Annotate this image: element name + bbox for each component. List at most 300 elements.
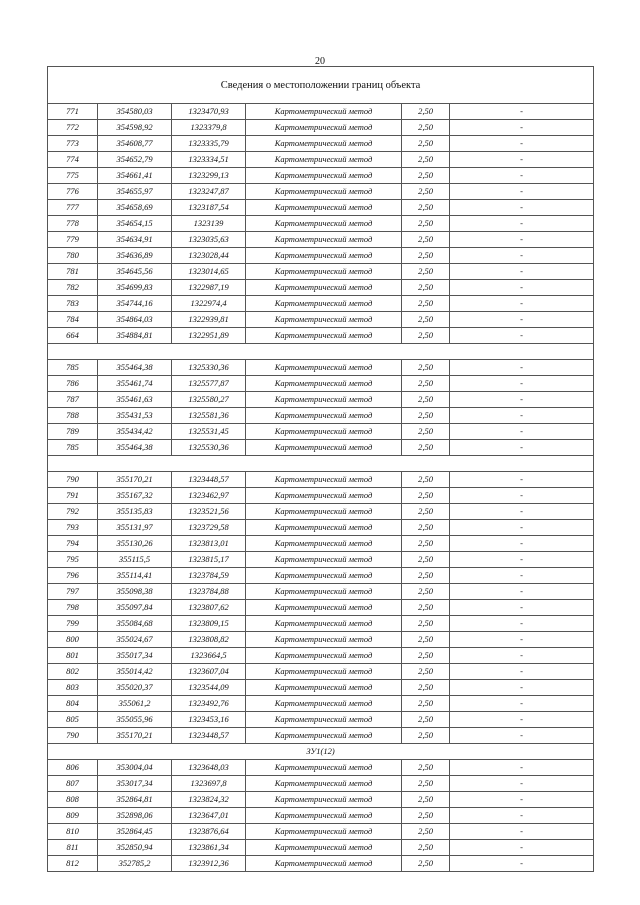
- accuracy-cell: 2,50: [402, 584, 450, 600]
- accuracy-cell: 2,50: [402, 840, 450, 856]
- table-row: [48, 200, 594, 216]
- description-cell: -: [450, 280, 594, 296]
- x-coordinate-cell: 355055,96: [98, 712, 172, 728]
- accuracy-cell: 2,50: [402, 200, 450, 216]
- description-cell: -: [450, 600, 594, 616]
- y-coordinate-cell: 1323824,32: [172, 792, 246, 808]
- table-row: [48, 168, 594, 184]
- accuracy-cell: 2,50: [402, 360, 450, 376]
- method-cell: Картометрический метод: [246, 296, 402, 312]
- description-cell: -: [450, 392, 594, 408]
- page-number: 20: [315, 56, 325, 67]
- accuracy-cell: 2,50: [402, 312, 450, 328]
- y-coordinate-cell: 1322939,81: [172, 312, 246, 328]
- description-cell: -: [450, 248, 594, 264]
- x-coordinate-cell: 354634,91: [98, 232, 172, 248]
- accuracy-cell: 2,50: [402, 776, 450, 792]
- point-number-cell: 791: [48, 488, 98, 504]
- description-cell: -: [450, 616, 594, 632]
- x-coordinate-cell: 354598,92: [98, 120, 172, 136]
- x-coordinate-cell: 355097,84: [98, 600, 172, 616]
- description-cell: -: [450, 504, 594, 520]
- x-coordinate-cell: 355131,97: [98, 520, 172, 536]
- y-coordinate-cell: 1323607,04: [172, 664, 246, 680]
- description-cell: -: [450, 584, 594, 600]
- table-row: [48, 488, 594, 504]
- table-row: [48, 536, 594, 552]
- x-coordinate-cell: 355014,42: [98, 664, 172, 680]
- point-number-cell: 779: [48, 232, 98, 248]
- description-cell: -: [450, 488, 594, 504]
- accuracy-cell: 2,50: [402, 232, 450, 248]
- accuracy-cell: 2,50: [402, 472, 450, 488]
- table-row: [48, 248, 594, 264]
- description-cell: -: [450, 440, 594, 456]
- y-coordinate-cell: 1325330,36: [172, 360, 246, 376]
- point-number-cell: 797: [48, 584, 98, 600]
- point-number-cell: 808: [48, 792, 98, 808]
- x-coordinate-cell: 355431,53: [98, 408, 172, 424]
- point-number-cell: 771: [48, 104, 98, 120]
- y-coordinate-cell: 1323784,88: [172, 584, 246, 600]
- x-coordinate-cell: 355167,32: [98, 488, 172, 504]
- description-cell: -: [450, 840, 594, 856]
- y-coordinate-cell: 1323809,15: [172, 616, 246, 632]
- point-number-cell: 806: [48, 760, 98, 776]
- accuracy-cell: 2,50: [402, 760, 450, 776]
- point-number-cell: 803: [48, 680, 98, 696]
- method-cell: Картометрический метод: [246, 632, 402, 648]
- description-cell: -: [450, 184, 594, 200]
- y-coordinate-cell: 1323379,8: [172, 120, 246, 136]
- accuracy-cell: 2,50: [402, 424, 450, 440]
- point-number-cell: 778: [48, 216, 98, 232]
- description-cell: -: [450, 632, 594, 648]
- description-cell: -: [450, 568, 594, 584]
- y-coordinate-cell: 1323453,16: [172, 712, 246, 728]
- accuracy-cell: 2,50: [402, 376, 450, 392]
- description-cell: -: [450, 856, 594, 872]
- y-coordinate-cell: 1325531,45: [172, 424, 246, 440]
- accuracy-cell: 2,50: [402, 248, 450, 264]
- y-coordinate-cell: 1325580,27: [172, 392, 246, 408]
- method-cell: Картометрический метод: [246, 664, 402, 680]
- method-cell: Картометрический метод: [246, 280, 402, 296]
- y-coordinate-cell: 1323648,03: [172, 760, 246, 776]
- accuracy-cell: 2,50: [402, 728, 450, 744]
- accuracy-cell: 2,50: [402, 856, 450, 872]
- y-coordinate-cell: 1322951,89: [172, 328, 246, 344]
- y-coordinate-cell: 1323247,87: [172, 184, 246, 200]
- table-row: [48, 104, 594, 120]
- description-cell: -: [450, 552, 594, 568]
- accuracy-cell: 2,50: [402, 808, 450, 824]
- table-row: [48, 600, 594, 616]
- x-coordinate-cell: 355020,37: [98, 680, 172, 696]
- method-cell: Картометрический метод: [246, 824, 402, 840]
- y-coordinate-cell: 1323335,79: [172, 136, 246, 152]
- table-row: [48, 328, 594, 344]
- y-coordinate-cell: 1323187,54: [172, 200, 246, 216]
- table-row: [48, 312, 594, 328]
- table-row: [48, 184, 594, 200]
- x-coordinate-cell: 355170,21: [98, 472, 172, 488]
- accuracy-cell: 2,50: [402, 568, 450, 584]
- description-cell: -: [450, 360, 594, 376]
- point-number-cell: 811: [48, 840, 98, 856]
- y-coordinate-cell: 1323521,56: [172, 504, 246, 520]
- table-row: [48, 392, 594, 408]
- x-coordinate-cell: 355114,41: [98, 568, 172, 584]
- point-number-cell: 799: [48, 616, 98, 632]
- description-cell: -: [450, 152, 594, 168]
- table-row: [48, 808, 594, 824]
- point-number-cell: 777: [48, 200, 98, 216]
- description-cell: -: [450, 216, 594, 232]
- point-number-cell: 798: [48, 600, 98, 616]
- table-row: [48, 824, 594, 840]
- x-coordinate-cell: 355135,83: [98, 504, 172, 520]
- accuracy-cell: 2,50: [402, 520, 450, 536]
- description-cell: -: [450, 712, 594, 728]
- accuracy-cell: 2,50: [402, 408, 450, 424]
- description-cell: -: [450, 136, 594, 152]
- description-cell: -: [450, 104, 594, 120]
- point-number-cell: 812: [48, 856, 98, 872]
- method-cell: Картометрический метод: [246, 584, 402, 600]
- point-number-cell: 790: [48, 472, 98, 488]
- description-cell: -: [450, 696, 594, 712]
- method-cell: Картометрический метод: [246, 808, 402, 824]
- group-separator: [48, 456, 594, 472]
- y-coordinate-cell: 1323139: [172, 216, 246, 232]
- x-coordinate-cell: 355461,74: [98, 376, 172, 392]
- table-title-row: [48, 67, 594, 104]
- point-number-cell: 787: [48, 392, 98, 408]
- x-coordinate-cell: 352864,81: [98, 792, 172, 808]
- point-number-cell: 781: [48, 264, 98, 280]
- description-cell: -: [450, 120, 594, 136]
- accuracy-cell: 2,50: [402, 632, 450, 648]
- table-row: [48, 376, 594, 392]
- table-row: [48, 120, 594, 136]
- method-cell: Картометрический метод: [246, 248, 402, 264]
- accuracy-cell: 2,50: [402, 168, 450, 184]
- table-row: [48, 584, 594, 600]
- y-coordinate-cell: 1325530,36: [172, 440, 246, 456]
- description-cell: -: [450, 648, 594, 664]
- accuracy-cell: 2,50: [402, 712, 450, 728]
- method-cell: Картометрический метод: [246, 712, 402, 728]
- point-number-cell: 794: [48, 536, 98, 552]
- y-coordinate-cell: 1323035,63: [172, 232, 246, 248]
- accuracy-cell: 2,50: [402, 296, 450, 312]
- x-coordinate-cell: 353004,04: [98, 760, 172, 776]
- x-coordinate-cell: 355061,2: [98, 696, 172, 712]
- method-cell: Картометрический метод: [246, 392, 402, 408]
- method-cell: Картометрический метод: [246, 136, 402, 152]
- method-cell: Картометрический метод: [246, 696, 402, 712]
- description-cell: -: [450, 728, 594, 744]
- table-row: [48, 728, 594, 744]
- y-coordinate-cell: 1323299,13: [172, 168, 246, 184]
- x-coordinate-cell: 354654,15: [98, 216, 172, 232]
- accuracy-cell: 2,50: [402, 616, 450, 632]
- method-cell: Картометрический метод: [246, 472, 402, 488]
- group-separator-row: [48, 456, 594, 472]
- x-coordinate-cell: 354658,69: [98, 200, 172, 216]
- description-cell: -: [450, 520, 594, 536]
- point-number-cell: 802: [48, 664, 98, 680]
- x-coordinate-cell: 355017,34: [98, 648, 172, 664]
- table-row: [48, 280, 594, 296]
- accuracy-cell: 2,50: [402, 488, 450, 504]
- x-coordinate-cell: 355098,38: [98, 584, 172, 600]
- table-row: [48, 264, 594, 280]
- accuracy-cell: 2,50: [402, 328, 450, 344]
- x-coordinate-cell: 355084,68: [98, 616, 172, 632]
- table-row: [48, 696, 594, 712]
- point-number-cell: 807: [48, 776, 98, 792]
- y-coordinate-cell: 1323647,01: [172, 808, 246, 824]
- y-coordinate-cell: 1323028,44: [172, 248, 246, 264]
- y-coordinate-cell: 1323729,58: [172, 520, 246, 536]
- y-coordinate-cell: 1323808,82: [172, 632, 246, 648]
- method-cell: Картометрический метод: [246, 312, 402, 328]
- x-coordinate-cell: 352850,94: [98, 840, 172, 856]
- point-number-cell: 780: [48, 248, 98, 264]
- accuracy-cell: 2,50: [402, 536, 450, 552]
- y-coordinate-cell: 1323334,51: [172, 152, 246, 168]
- description-cell: -: [450, 536, 594, 552]
- point-number-cell: 801: [48, 648, 98, 664]
- table-row: [48, 840, 594, 856]
- y-coordinate-cell: 1323784,59: [172, 568, 246, 584]
- x-coordinate-cell: 354636,89: [98, 248, 172, 264]
- method-cell: Картометрический метод: [246, 184, 402, 200]
- y-coordinate-cell: 1323807,62: [172, 600, 246, 616]
- accuracy-cell: 2,50: [402, 792, 450, 808]
- description-cell: -: [450, 232, 594, 248]
- accuracy-cell: 2,50: [402, 552, 450, 568]
- table-row: [48, 760, 594, 776]
- accuracy-cell: 2,50: [402, 504, 450, 520]
- method-cell: Картометрический метод: [246, 520, 402, 536]
- description-cell: -: [450, 680, 594, 696]
- x-coordinate-cell: 353017,34: [98, 776, 172, 792]
- accuracy-cell: 2,50: [402, 680, 450, 696]
- point-number-cell: 809: [48, 808, 98, 824]
- description-cell: -: [450, 168, 594, 184]
- x-coordinate-cell: 355115,5: [98, 552, 172, 568]
- x-coordinate-cell: 355170,21: [98, 728, 172, 744]
- x-coordinate-cell: 354580,03: [98, 104, 172, 120]
- table-row: [48, 232, 594, 248]
- y-coordinate-cell: 1322987,19: [172, 280, 246, 296]
- y-coordinate-cell: 1325577,87: [172, 376, 246, 392]
- table-row: [48, 680, 594, 696]
- y-coordinate-cell: 1323813,01: [172, 536, 246, 552]
- method-cell: Картометрический метод: [246, 200, 402, 216]
- table-row: [48, 216, 594, 232]
- accuracy-cell: 2,50: [402, 120, 450, 136]
- y-coordinate-cell: 1323861,34: [172, 840, 246, 856]
- y-coordinate-cell: 1322974,4: [172, 296, 246, 312]
- method-cell: Картометрический метод: [246, 216, 402, 232]
- method-cell: Картометрический метод: [246, 616, 402, 632]
- table-row: [48, 616, 594, 632]
- point-number-cell: 790: [48, 728, 98, 744]
- y-coordinate-cell: 1323544,09: [172, 680, 246, 696]
- method-cell: Картометрический метод: [246, 440, 402, 456]
- description-cell: -: [450, 408, 594, 424]
- method-cell: Картометрический метод: [246, 648, 402, 664]
- table-body: [48, 67, 594, 872]
- method-cell: Картометрический метод: [246, 568, 402, 584]
- table-row: [48, 472, 594, 488]
- x-coordinate-cell: 352864,45: [98, 824, 172, 840]
- accuracy-cell: 2,50: [402, 264, 450, 280]
- point-number-cell: 775: [48, 168, 98, 184]
- point-number-cell: 805: [48, 712, 98, 728]
- table-row: [48, 664, 594, 680]
- y-coordinate-cell: 1323014,65: [172, 264, 246, 280]
- y-coordinate-cell: 1323448,57: [172, 472, 246, 488]
- x-coordinate-cell: 354655,97: [98, 184, 172, 200]
- method-cell: Картометрический метод: [246, 504, 402, 520]
- table-title: Сведения о местоположении границ объекта: [48, 67, 594, 104]
- y-coordinate-cell: 1323697,8: [172, 776, 246, 792]
- x-coordinate-cell: 355461,63: [98, 392, 172, 408]
- accuracy-cell: 2,50: [402, 696, 450, 712]
- table-row: [48, 440, 594, 456]
- accuracy-cell: 2,50: [402, 280, 450, 296]
- point-number-cell: 789: [48, 424, 98, 440]
- method-cell: Картометрический метод: [246, 776, 402, 792]
- description-cell: -: [450, 296, 594, 312]
- x-coordinate-cell: 354864,03: [98, 312, 172, 328]
- point-number-cell: 783: [48, 296, 98, 312]
- table-row: [48, 424, 594, 440]
- accuracy-cell: 2,50: [402, 184, 450, 200]
- description-cell: -: [450, 312, 594, 328]
- table-row: [48, 136, 594, 152]
- description-cell: -: [450, 824, 594, 840]
- point-number-cell: 810: [48, 824, 98, 840]
- accuracy-cell: 2,50: [402, 392, 450, 408]
- method-cell: Картометрический метод: [246, 728, 402, 744]
- x-coordinate-cell: 355464,38: [98, 440, 172, 456]
- group-label: ЗУ1(12): [48, 744, 594, 760]
- point-number-cell: 773: [48, 136, 98, 152]
- method-cell: Картометрический метод: [246, 600, 402, 616]
- accuracy-cell: 2,50: [402, 664, 450, 680]
- method-cell: Картометрический метод: [246, 168, 402, 184]
- description-cell: -: [450, 760, 594, 776]
- accuracy-cell: 2,50: [402, 104, 450, 120]
- point-number-cell: 772: [48, 120, 98, 136]
- y-coordinate-cell: 1323470,93: [172, 104, 246, 120]
- x-coordinate-cell: 352785,2: [98, 856, 172, 872]
- description-cell: -: [450, 200, 594, 216]
- table-row: [48, 648, 594, 664]
- point-number-cell: 804: [48, 696, 98, 712]
- accuracy-cell: 2,50: [402, 648, 450, 664]
- point-number-cell: 782: [48, 280, 98, 296]
- point-number-cell: 786: [48, 376, 98, 392]
- method-cell: Картометрический метод: [246, 152, 402, 168]
- description-cell: -: [450, 472, 594, 488]
- method-cell: Картометрический метод: [246, 376, 402, 392]
- point-number-cell: 785: [48, 440, 98, 456]
- table-row: [48, 360, 594, 376]
- method-cell: Картометрический метод: [246, 328, 402, 344]
- x-coordinate-cell: 355434,42: [98, 424, 172, 440]
- table-row: [48, 152, 594, 168]
- method-cell: Картометрический метод: [246, 264, 402, 280]
- method-cell: Картометрический метод: [246, 760, 402, 776]
- method-cell: Картометрический метод: [246, 104, 402, 120]
- description-cell: -: [450, 664, 594, 680]
- accuracy-cell: 2,50: [402, 600, 450, 616]
- x-coordinate-cell: 354608,77: [98, 136, 172, 152]
- method-cell: Картометрический метод: [246, 424, 402, 440]
- x-coordinate-cell: 354884,81: [98, 328, 172, 344]
- point-number-cell: 784: [48, 312, 98, 328]
- group-label-row: [48, 744, 594, 760]
- boundary-coordinates-table: [47, 66, 594, 872]
- x-coordinate-cell: 354699,83: [98, 280, 172, 296]
- x-coordinate-cell: 354652,79: [98, 152, 172, 168]
- description-cell: -: [450, 424, 594, 440]
- method-cell: Картометрический метод: [246, 120, 402, 136]
- y-coordinate-cell: 1323448,57: [172, 728, 246, 744]
- point-number-cell: 776: [48, 184, 98, 200]
- group-separator-row: [48, 344, 594, 360]
- table-row: [48, 856, 594, 872]
- y-coordinate-cell: 1323876,64: [172, 824, 246, 840]
- point-number-cell: 774: [48, 152, 98, 168]
- accuracy-cell: 2,50: [402, 824, 450, 840]
- method-cell: Картометрический метод: [246, 856, 402, 872]
- table-row: [48, 776, 594, 792]
- y-coordinate-cell: 1323492,76: [172, 696, 246, 712]
- description-cell: -: [450, 792, 594, 808]
- description-cell: -: [450, 808, 594, 824]
- point-number-cell: 664: [48, 328, 98, 344]
- description-cell: -: [450, 328, 594, 344]
- group-separator: [48, 344, 594, 360]
- table-row: [48, 408, 594, 424]
- point-number-cell: 793: [48, 520, 98, 536]
- table-row: [48, 712, 594, 728]
- point-number-cell: 796: [48, 568, 98, 584]
- method-cell: Картометрический метод: [246, 408, 402, 424]
- y-coordinate-cell: 1323912,36: [172, 856, 246, 872]
- accuracy-cell: 2,50: [402, 440, 450, 456]
- y-coordinate-cell: 1323664,5: [172, 648, 246, 664]
- point-number-cell: 800: [48, 632, 98, 648]
- accuracy-cell: 2,50: [402, 152, 450, 168]
- accuracy-cell: 2,50: [402, 216, 450, 232]
- method-cell: Картометрический метод: [246, 232, 402, 248]
- table-row: [48, 568, 594, 584]
- x-coordinate-cell: 352898,06: [98, 808, 172, 824]
- y-coordinate-cell: 1323462,97: [172, 488, 246, 504]
- method-cell: Картометрический метод: [246, 840, 402, 856]
- method-cell: Картометрический метод: [246, 552, 402, 568]
- x-coordinate-cell: 354661,41: [98, 168, 172, 184]
